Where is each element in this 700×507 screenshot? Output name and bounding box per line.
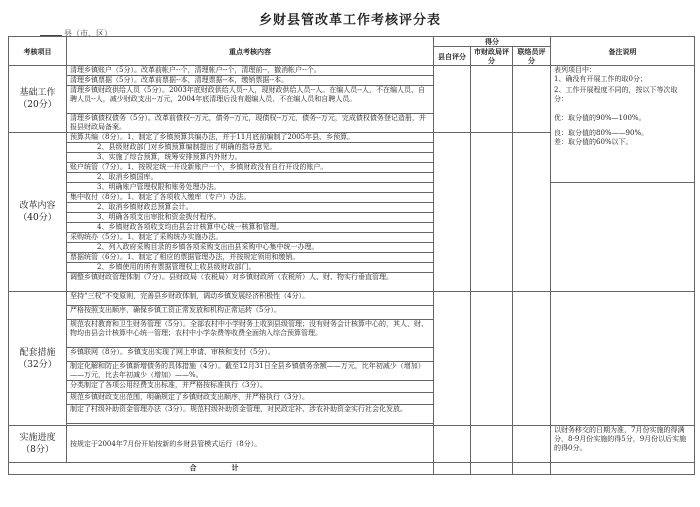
header-content: 重点考核内容 bbox=[67, 37, 434, 66]
row-content: 账户统管（7分）。1、按规定统一开设新账户一个，乡镇财政没有自行开设的账户。 bbox=[67, 163, 434, 173]
category-basic: 基础工作 （20分） bbox=[9, 66, 67, 133]
row-content: 2、列入政府采购目录的乡镇各项采购支出由县采购中心集中统一办理。 bbox=[67, 243, 434, 253]
header-remarks: 备注说明 bbox=[551, 37, 695, 66]
header-contact: 联络员评分 bbox=[513, 47, 551, 66]
row-content: 3、实施了综合预算，统筹安排预算内外财力。 bbox=[67, 153, 434, 163]
total-finance-cell[interactable] bbox=[471, 463, 513, 475]
remarks-empty bbox=[551, 292, 695, 426]
contact-score-cell[interactable] bbox=[513, 292, 551, 426]
row-content: 2、取消乡镇财政总预算会计。 bbox=[67, 203, 434, 213]
contact-score-cell[interactable] bbox=[513, 133, 551, 292]
total-contact-cell[interactable] bbox=[513, 463, 551, 475]
row-content: 2、取消乡镇国库。 bbox=[67, 173, 434, 183]
header-score: 得分 bbox=[434, 37, 551, 47]
row-content: 票据统管（6分）。1、制定了相应的票据管理办法，并按规定领用和缴销。 bbox=[67, 253, 434, 263]
header-self: 县自评分 bbox=[434, 47, 471, 66]
row-content: 3、明确各项支出审批和资金拨付程序。 bbox=[67, 213, 434, 223]
row-content: 按规定于2004年7月份开始按新的乡财县管模式运行（8分）。 bbox=[67, 426, 434, 463]
row-content: 2、乡镇使用的所有票据管理权上收县级财政部门。 bbox=[67, 263, 434, 273]
row-content: 2、县级财政部门对乡镇预算编制提出了明确的指导意见。 bbox=[67, 143, 434, 153]
row-content: 4、乡镇财政各项收支均由县会计核算中心统一核算和管理。 bbox=[67, 223, 434, 233]
row-content: 调整乡镇财政管理体制（7分）。县财政局（农税局）对乡镇财政所（农税所）人、财、物实行垂直管理。 bbox=[67, 273, 434, 292]
finance-score-cell[interactable] bbox=[471, 426, 513, 463]
finance-score-cell[interactable] bbox=[471, 66, 513, 133]
self-score-cell[interactable] bbox=[434, 292, 471, 426]
category-support: 配套措施 （32分） bbox=[9, 292, 67, 426]
row-content: 制定化解和防止乡镇新增债务的具体措施（4分）。截至12月31日全县乡镇债务余额——万元，比年初减少（增加）——万元，比去年初减少（增加）——%。 bbox=[67, 362, 434, 381]
header-finance: 市财政局评分 bbox=[471, 47, 513, 66]
row-content: 坚持“三权”不变原则，完善县乡财政体制，调动乡镇发展经济积极性（4分）。 bbox=[67, 292, 434, 306]
total-self-cell[interactable] bbox=[434, 463, 471, 475]
self-score-cell[interactable] bbox=[434, 426, 471, 463]
category-reform: 改革内容 （40分） bbox=[9, 133, 67, 292]
remarks-cell: 表列项目中： 1、确没有开展工作的取0分； 2、工作开展程度不同的，按以下等次取分： 优：取分值的90%—100%。 良：取分值的80%——90%。 差：取分值的60%以下。 bbox=[551, 66, 695, 183]
row-content: 分类制定了各项公用经费支出标准，并严格按标准执行（3分）。 bbox=[67, 381, 434, 393]
header-project: 考核项目 bbox=[9, 37, 67, 66]
finance-score-cell[interactable] bbox=[471, 292, 513, 426]
contact-score-cell[interactable] bbox=[513, 66, 551, 133]
remarks-progress: 以财务移交的日期为准，7月份实施的得满分，8-9月份实施的得5分，9月份以后实施的得0分。 bbox=[551, 426, 695, 463]
row-content: 清理乡镇账户（5分）。改革前帐户--个，清理帐户--个，清理前--，撤消帐户--个。 bbox=[67, 66, 434, 76]
row-content: 规范农村教育和卫生财务管理（5分）。全部农村中小学财务上收到县级管理；没有财务会计核算中心的，其人、财、物均由县会计核算中心统一管理；农村中小学杂费等收费全面纳入综合预算管理。 bbox=[67, 320, 434, 348]
row-content: 集中收付（8分）。1、制定了各项收入缴库（专户）办法。 bbox=[67, 193, 434, 203]
row-content: 严格按照支出顺序，确保乡镇工资正常发放和机构正常运转（5分）。 bbox=[67, 306, 434, 320]
row-content: 清理乡镇债权债务（5分）。改革前债权--万元，债务--万元，现债权--万元，债务--万元，完成债权债务登记造册，并报县财政局备案。 bbox=[67, 114, 434, 133]
row-content: 制定了村级补助资金管理办法（3分）。规范村级补助资金管理，对民政定补、涉农补助资金实行社会化发放。 bbox=[67, 405, 434, 424]
self-score-cell[interactable] bbox=[434, 66, 471, 133]
total-label: 合 计 bbox=[9, 463, 434, 475]
row-content: 清理乡镇票据（5分）。改革前票据--本，清理票据--本，缴销票据--本。 bbox=[67, 76, 434, 86]
row-content: 采购统办（5分）。1、制定了采购统办实施办法。 bbox=[67, 233, 434, 243]
row-content: 规范乡镇财政支出范围，明确规定了乡镇财政支出顺序，并严格执行（3分）。 bbox=[67, 393, 434, 405]
self-score-cell[interactable] bbox=[434, 133, 471, 292]
row-content: 乡镇联网（8分）。乡镇支出实现了网上申请、审核和支付（5分）。 bbox=[67, 348, 434, 362]
row-content: 3、明确账户管理权限和账务处理办法。 bbox=[67, 183, 434, 193]
page-title: 乡财县管改革工作考核评分表 bbox=[258, 13, 441, 28]
row-content: 清理乡镇财政供给人员（5分）。2003年底财政供给人员--人，现财政供给人员--人。在编人员--人，不在编人员、自聘人员--人，减少财政支出--万元，2004年底清理后没有超编人员、不在编人员和自聘人员。 bbox=[67, 86, 434, 114]
row-content: 预算共编（8分）。1、制定了乡镇预算共编办法，并于11月底前编制了2005年县、乡预算。 bbox=[67, 133, 434, 143]
finance-score-cell[interactable] bbox=[471, 133, 513, 292]
category-progress: 实施进度 （8分） bbox=[9, 426, 67, 463]
county-label: 县（市、区） bbox=[64, 29, 112, 38]
contact-score-cell[interactable] bbox=[513, 426, 551, 463]
score-table bbox=[8, 36, 695, 475]
total-remarks-cell bbox=[551, 463, 695, 475]
